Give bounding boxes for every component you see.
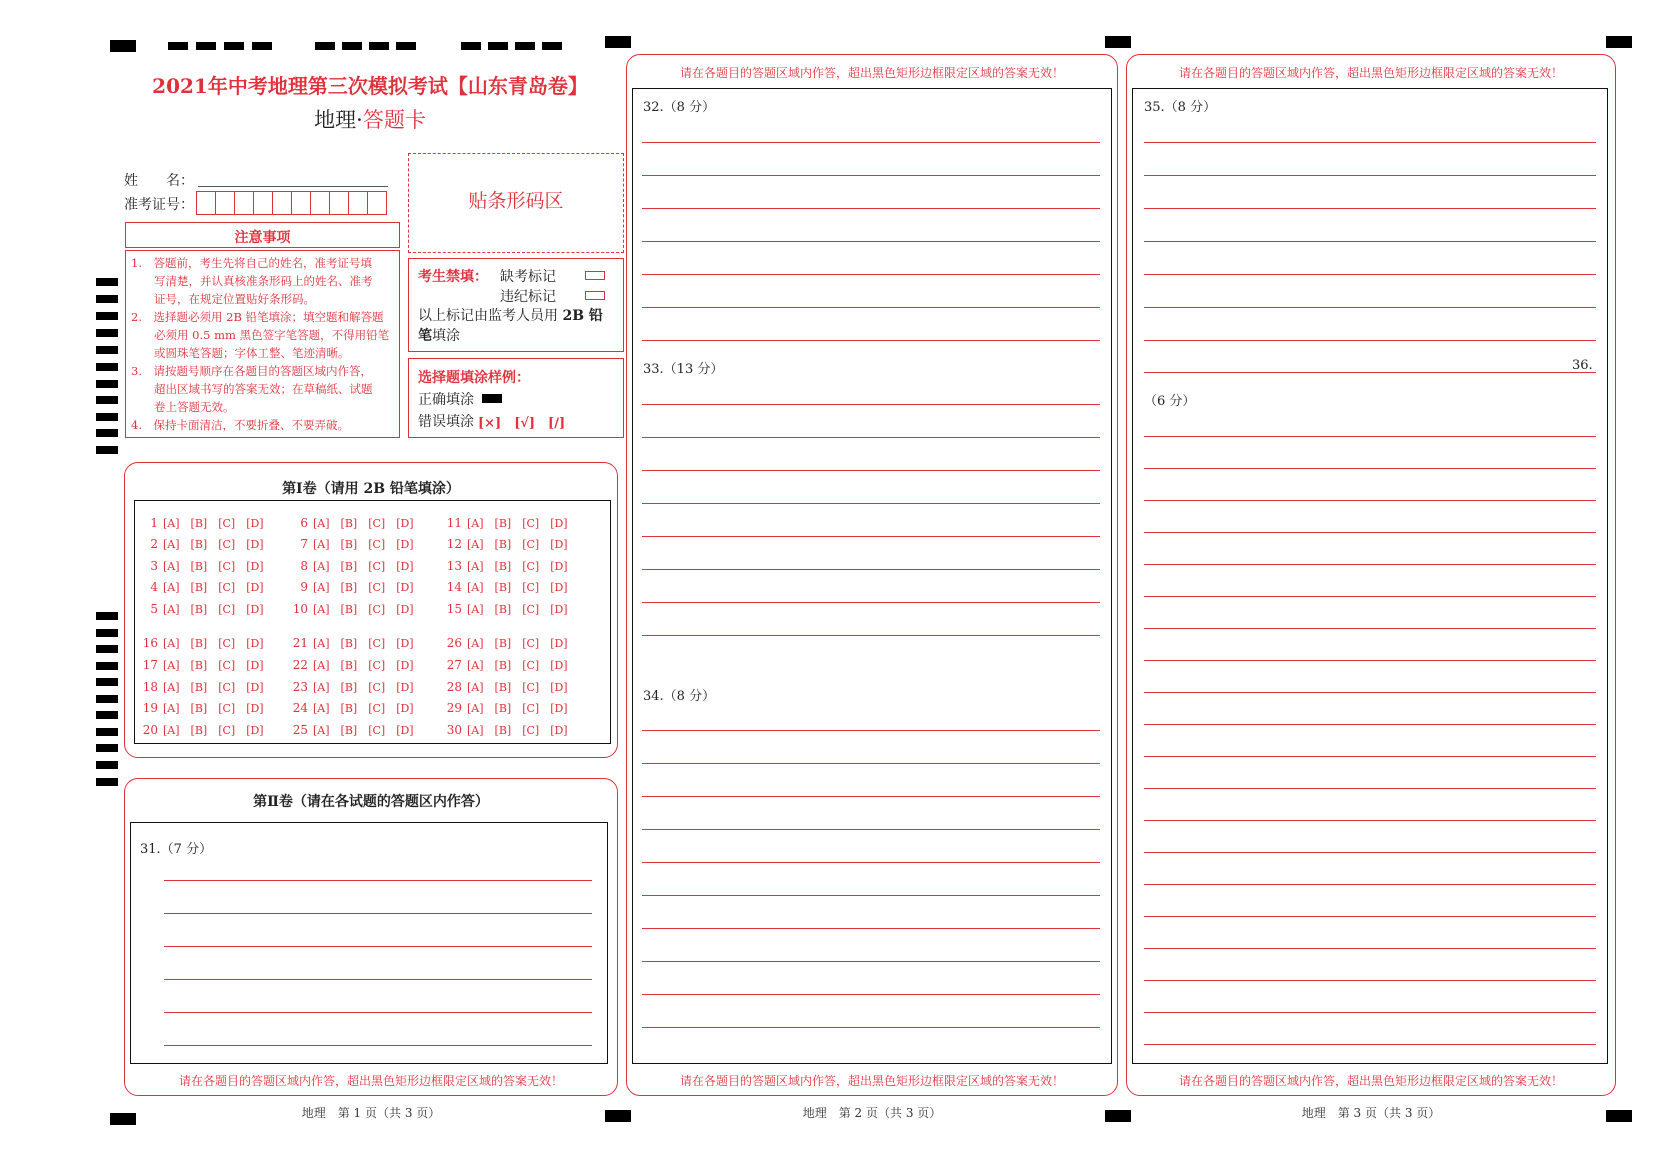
answer-line (642, 274, 1100, 275)
filled-sample-mark (482, 394, 502, 403)
answer-line (642, 470, 1100, 471)
answer-options[interactable]: [A] [B] [C] [D] (467, 724, 568, 737)
question-number: 4 (150, 580, 158, 594)
answer-options[interactable]: [A] [B] [C] [D] (313, 637, 414, 650)
question-number: 5 (150, 602, 158, 616)
id-boxes[interactable] (196, 191, 390, 215)
note-line: 1. 答题前，考生先将自己的姓名，准考证号填 (131, 256, 372, 270)
note-line: 必须用 0.5 mm 黑色签字笔答题，不得用铅笔 (131, 328, 390, 342)
note-line: 卷上答题无效。 (131, 400, 235, 414)
answer-line (1144, 274, 1596, 275)
question-number: 29 (446, 701, 462, 715)
answer-line (1144, 532, 1596, 533)
violation-label: 违纪标记 (500, 289, 556, 305)
barcode-label: 贴条形码区 (468, 190, 564, 212)
answer-options[interactable]: [A] [B] [C] [D] (467, 560, 568, 573)
q36-label: 36. (1572, 358, 1593, 373)
answer-line (164, 913, 592, 914)
answer-line (1144, 1044, 1596, 1045)
page2-top-warning: 请在各题目的答题区域内作答，超出黑色矩形边框限定区域的答案无效！ (679, 66, 1064, 80)
answer-line (1144, 241, 1596, 242)
question-number: 18 (142, 680, 158, 694)
question-number: 27 (446, 658, 462, 672)
q33-label: 33.（13 分） (643, 362, 724, 377)
monitor-label: 考生禁填： (418, 269, 488, 285)
choice-question-row[interactable] (440, 719, 568, 738)
question-number: 19 (142, 701, 158, 715)
choice-question-row[interactable] (286, 632, 414, 651)
answer-line (642, 829, 1100, 830)
q32-label: 32.（8 分） (643, 100, 716, 115)
choice-question-row[interactable] (440, 632, 568, 651)
choice-question-row[interactable] (136, 576, 264, 595)
part1-title: 第Ⅰ卷（请用 2B 铅笔填涂） (282, 481, 460, 497)
question-number: 17 (142, 658, 158, 672)
question-number: 8 (300, 559, 308, 573)
answer-options[interactable]: [A] [B] [C] [D] (313, 702, 414, 715)
answer-options[interactable]: [A] [B] [C] [D] (163, 603, 264, 616)
exam-title: 2021年中考地理第三次模拟考试【山东青岛卷】 (152, 74, 588, 98)
answer-line (164, 1012, 592, 1013)
answer-line (642, 1027, 1100, 1028)
note-line: 3. 请按题号顺序在各题目的答题区域内作答， (131, 364, 372, 378)
answer-options[interactable]: [A] [B] [C] [D] (467, 702, 568, 715)
absent-mark-box[interactable] (585, 271, 605, 280)
choice-question-row[interactable] (136, 676, 264, 695)
question-number: 26 (446, 636, 462, 650)
answer-line (642, 730, 1100, 731)
choice-question-row[interactable] (286, 719, 414, 738)
choice-question-row[interactable] (286, 598, 414, 617)
q31-answer-area[interactable] (130, 822, 608, 1064)
page3-answer-area[interactable] (1132, 88, 1608, 1064)
answer-options[interactable]: [A] [B] [C] [D] (163, 681, 264, 694)
answer-options[interactable]: [A] [B] [C] [D] (163, 702, 264, 715)
page1-warning: 请在各题目的答题区域内作答，超出黑色矩形边框限定区域的答案无效！ (178, 1074, 563, 1088)
choice-question-row[interactable] (286, 533, 414, 552)
answer-options[interactable]: [A] [B] [C] [D] (467, 659, 568, 672)
question-number: 22 (292, 658, 308, 672)
q35-label: 35.（8 分） (1144, 100, 1217, 115)
answer-options[interactable]: [A] [B] [C] [D] (313, 560, 414, 573)
question-number: 23 (292, 680, 308, 694)
answer-line (1144, 884, 1596, 885)
answer-options[interactable]: [A] [B] [C] [D] (163, 538, 264, 551)
note-line: 2. 选择题必须用 2B 铅笔填涂；填空题和解答题 (131, 310, 384, 324)
answer-line (642, 340, 1100, 341)
choice-question-row[interactable] (136, 512, 264, 531)
answer-line (642, 994, 1100, 995)
answer-line (1144, 980, 1596, 981)
answer-line (642, 307, 1100, 308)
answer-options[interactable]: [A] [B] [C] [D] (163, 659, 264, 672)
question-number: 13 (446, 559, 462, 573)
question-number: 24 (292, 701, 308, 715)
answer-line (642, 536, 1100, 537)
answer-line (1144, 372, 1596, 373)
answer-line (1144, 788, 1596, 789)
answer-line (1144, 500, 1596, 501)
page3-bottom-warning: 请在各题目的答题区域内作答，超出黑色矩形边框限定区域的答案无效！ (1178, 1074, 1563, 1088)
answer-line (164, 946, 592, 947)
notes-list (131, 254, 401, 434)
answer-line (164, 979, 592, 980)
answer-line (164, 1045, 592, 1046)
answer-line (1144, 756, 1596, 757)
answer-line (642, 602, 1100, 603)
choice-question-row[interactable] (440, 598, 568, 617)
answer-line (1144, 175, 1596, 176)
answer-options[interactable]: [A] [B] [C] [D] (313, 681, 414, 694)
answer-options[interactable]: [A] [B] [C] [D] (313, 517, 414, 530)
question-number: 14 (446, 580, 462, 594)
answer-options[interactable]: [A] [B] [C] [D] (313, 538, 414, 551)
choice-question-row[interactable] (440, 697, 568, 716)
notes-title: 注意事项 (234, 230, 291, 246)
note-line: 4. 保持卡面清洁，不要折叠、不要弄破。 (131, 418, 349, 432)
answer-line (1144, 142, 1596, 143)
choice-question-row[interactable] (286, 512, 414, 531)
answer-options[interactable]: [A] [B] [C] [D] (467, 681, 568, 694)
page2-bottom-warning: 请在各题目的答题区域内作答，超出黑色矩形边框限定区域的答案无效！ (679, 1074, 1064, 1088)
card-label: 答题卡 (362, 108, 426, 132)
page2-answer-area[interactable] (632, 88, 1112, 1064)
choice-question-row[interactable] (440, 533, 568, 552)
choice-question-row[interactable] (440, 555, 568, 574)
answer-line (642, 175, 1100, 176)
question-number: 16 (142, 636, 158, 650)
absent-label: 缺考标记 (500, 269, 556, 285)
wrong-marks: [×] [√] [/] (478, 416, 566, 431)
answer-options[interactable]: [A] [B] [C] [D] (313, 724, 414, 737)
question-number: 6 (300, 516, 308, 530)
sample-wrong-label: 错误填涂 (418, 414, 474, 430)
answer-line (642, 241, 1100, 242)
answer-options[interactable]: [A] [B] [C] [D] (313, 603, 414, 616)
question-number: 1 (150, 516, 158, 530)
choice-question-row[interactable] (136, 533, 264, 552)
answer-line (642, 895, 1100, 896)
answer-line (1144, 628, 1596, 629)
answer-line (642, 569, 1100, 570)
answer-line (642, 142, 1100, 143)
choice-question-row[interactable] (440, 654, 568, 673)
choice-question-row[interactable] (286, 555, 414, 574)
answer-options[interactable]: [A] [B] [C] [D] (163, 517, 264, 530)
name-label: 姓 名： (124, 173, 194, 189)
question-number: 7 (300, 537, 308, 551)
answer-line (1144, 820, 1596, 821)
question-number: 12 (446, 537, 462, 551)
monitor-note: 以上标记由监考人员用 2B 铅 笔填涂 (418, 308, 603, 344)
answer-line (642, 404, 1100, 405)
answer-line (1144, 692, 1596, 693)
question-number: 3 (150, 559, 158, 573)
question-number: 20 (142, 723, 158, 737)
q34-label: 34.（8 分） (643, 689, 716, 704)
answer-line (1144, 436, 1596, 437)
answer-options[interactable]: [A] [B] [C] [D] (467, 517, 568, 530)
answer-options[interactable]: [A] [B] [C] [D] (163, 637, 264, 650)
name-field[interactable] (198, 186, 388, 187)
answer-options[interactable]: [A] [B] [C] [D] (313, 581, 414, 594)
answer-line (642, 763, 1100, 764)
choice-question-row[interactable] (286, 576, 414, 595)
choice-question-row[interactable] (440, 676, 568, 695)
answer-line (1144, 852, 1596, 853)
choice-question-row[interactable] (286, 676, 414, 695)
note-line: 超出区域书写的答案无效；在草稿纸、试题 (131, 382, 373, 396)
answer-line (642, 208, 1100, 209)
answer-line (1144, 724, 1596, 725)
answer-line (1144, 660, 1596, 661)
violation-mark-box[interactable] (585, 291, 605, 300)
answer-options[interactable]: [A] [B] [C] [D] (467, 603, 568, 616)
answer-line (1144, 307, 1596, 308)
answer-line (642, 796, 1100, 797)
answer-line (1144, 564, 1596, 565)
sample-title: 选择题填涂样例： (418, 370, 530, 386)
choice-question-row[interactable] (136, 697, 264, 716)
answer-line (642, 437, 1100, 438)
question-number: 25 (292, 723, 308, 737)
note-line: 或圆珠笔答题；字体工整、笔迹清晰。 (131, 346, 350, 360)
answer-line (1144, 1012, 1596, 1013)
subject-label: 地理 (314, 108, 357, 132)
question-number: 2 (150, 537, 158, 551)
note-line: 写清楚，并认真核准条形码上的姓名、准考 (131, 274, 373, 288)
note-line: 证号，在规定位置贴好条形码。 (131, 292, 315, 306)
choice-question-row[interactable] (440, 576, 568, 595)
answer-options[interactable]: [A] [B] [C] [D] (313, 659, 414, 672)
q31-label: 31.（7 分） (140, 842, 213, 857)
answer-line (642, 503, 1100, 504)
choice-question-row[interactable] (286, 697, 414, 716)
answer-line (1144, 340, 1596, 341)
choice-question-row[interactable] (136, 555, 264, 574)
sample-correct-label: 正确填涂 (418, 392, 474, 408)
question-number: 21 (292, 636, 308, 650)
question-number: 28 (446, 680, 462, 694)
question-number: 30 (446, 723, 462, 737)
question-number: 11 (446, 516, 462, 530)
answer-line (1144, 468, 1596, 469)
answer-line (642, 928, 1100, 929)
page3-footer: 地理 第 3 页（共 3 页） (1301, 1106, 1441, 1120)
answer-options[interactable]: [A] [B] [C] [D] (163, 724, 264, 737)
choice-question-row[interactable] (136, 598, 264, 617)
answer-line (642, 635, 1100, 636)
answer-line (642, 862, 1100, 863)
choice-question-row[interactable] (136, 654, 264, 673)
question-number: 10 (292, 602, 308, 616)
choice-question-row[interactable] (136, 632, 264, 651)
choice-question-row[interactable] (136, 719, 264, 738)
id-label: 准考证号： (124, 197, 194, 213)
choice-question-row[interactable] (286, 654, 414, 673)
answer-line (164, 880, 592, 881)
part2-title: 第Ⅱ卷（请在各试题的答题区内作答） (253, 794, 489, 810)
page1-footer: 地理 第 1 页（共 3 页） (301, 1106, 441, 1120)
answer-options[interactable]: [A] [B] [C] [D] (467, 538, 568, 551)
question-number: 9 (300, 580, 308, 594)
question-number: 15 (446, 602, 462, 616)
answer-options[interactable]: [A] [B] [C] [D] (467, 581, 568, 594)
answer-options[interactable]: [A] [B] [C] [D] (163, 581, 264, 594)
q36-score: （6 分） (1144, 394, 1196, 409)
answer-options[interactable]: [A] [B] [C] [D] (467, 637, 568, 650)
answer-line (1144, 948, 1596, 949)
page2-footer: 地理 第 2 页（共 3 页） (802, 1106, 942, 1120)
answer-line (1144, 596, 1596, 597)
page3-top-warning: 请在各题目的答题区域内作答，超出黑色矩形边框限定区域的答案无效！ (1178, 66, 1563, 80)
card-subtitle: 地理·答题卡 (314, 108, 426, 132)
answer-line (1144, 916, 1596, 917)
answer-line (642, 961, 1100, 962)
answer-line (1144, 208, 1596, 209)
answer-options[interactable]: [A] [B] [C] [D] (163, 560, 264, 573)
choice-question-row[interactable] (440, 512, 568, 531)
